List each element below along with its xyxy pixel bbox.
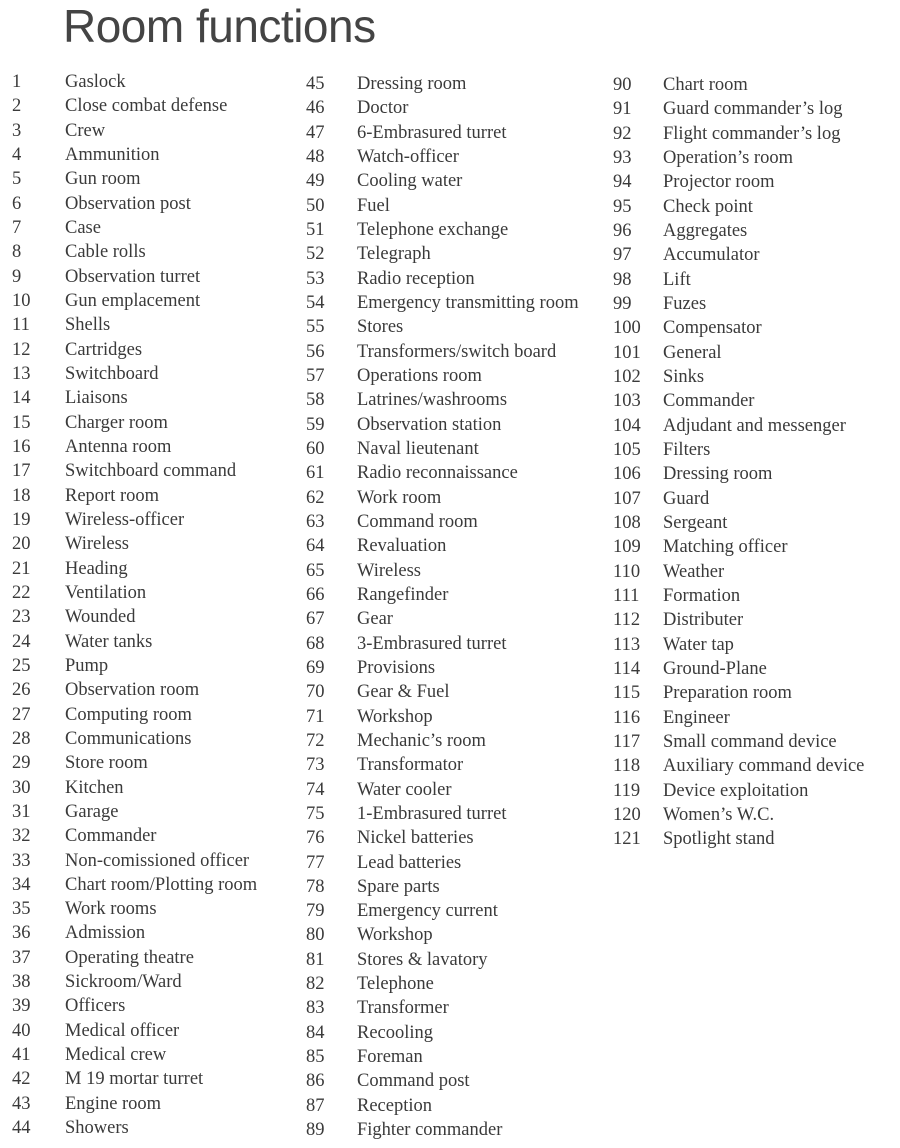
room-function-label: Charger room xyxy=(65,412,168,433)
room-number: 25 xyxy=(12,655,31,676)
room-function-label: Observation room xyxy=(65,680,200,701)
room-number: 44 xyxy=(12,1118,31,1139)
room-number: 23 xyxy=(12,607,31,628)
room-number: 77 xyxy=(306,852,325,873)
room-number: 96 xyxy=(613,220,632,241)
room-function-label: Filters xyxy=(663,439,711,460)
room-number: 24 xyxy=(12,631,31,652)
room-function-label: Pump xyxy=(65,655,109,676)
room-function-label: Cooling water xyxy=(357,171,463,192)
room-function-label: Case xyxy=(65,217,101,238)
room-function-label: Gun room xyxy=(65,169,141,190)
room-number: 50 xyxy=(306,195,325,216)
room-number: 62 xyxy=(306,487,325,508)
room-function-label: Wireless-officer xyxy=(65,509,185,530)
room-function-label: Operation’s room xyxy=(663,147,793,168)
room-number: 12 xyxy=(12,339,31,360)
room-number: 21 xyxy=(12,558,31,579)
room-function-label: Women’s W.C. xyxy=(663,804,775,825)
room-function-label: Dressing room xyxy=(663,464,773,485)
room-number: 100 xyxy=(613,318,641,339)
room-function-label: Mechanic’s room xyxy=(357,730,486,751)
room-function-label: Ventilation xyxy=(65,582,147,603)
room-number: 116 xyxy=(613,707,641,728)
room-function-label: Recooling xyxy=(357,1022,434,1043)
room-number: 67 xyxy=(306,609,325,630)
room-number: 103 xyxy=(613,391,641,412)
room-function-label: Switchboard command xyxy=(65,461,237,482)
room-number: 93 xyxy=(613,147,632,168)
room-function-label: Distributer xyxy=(663,610,744,631)
room-number: 17 xyxy=(12,461,31,482)
room-function-label: Garage xyxy=(65,801,119,822)
room-number: 54 xyxy=(306,292,325,313)
room-function-label: Cartridges xyxy=(65,339,143,360)
room-function-label: Radio reconnaissance xyxy=(357,463,518,484)
room-function-label: Operating theatre xyxy=(65,947,194,968)
room-number: 65 xyxy=(306,560,325,581)
room-function-label: Sinks xyxy=(663,366,705,387)
room-function-label: Workshop xyxy=(357,706,433,727)
room-function-label: Officers xyxy=(65,996,126,1017)
room-function-label: Liaisons xyxy=(65,388,128,409)
room-number: 37 xyxy=(12,947,31,968)
room-number: 104 xyxy=(613,415,641,436)
room-number: 16 xyxy=(12,436,31,457)
room-function-label: Transformers/switch board xyxy=(357,341,557,362)
room-function-label: Auxiliary command device xyxy=(663,756,865,777)
room-function-label: Reception xyxy=(357,1095,433,1116)
room-function-label: General xyxy=(663,342,722,363)
room-function-label: Small command device xyxy=(663,731,837,752)
room-number: 98 xyxy=(613,269,632,290)
room-number: 99 xyxy=(613,293,632,314)
room-function-label: Computing room xyxy=(65,704,192,725)
room-function-label: Report room xyxy=(65,485,160,506)
room-number: 89 xyxy=(306,1120,325,1141)
room-function-label: Revaluation xyxy=(357,536,447,557)
room-function-label: Preparation room xyxy=(663,683,792,704)
room-number: 59 xyxy=(306,414,325,435)
room-function-label: Spare parts xyxy=(357,876,440,897)
room-function-label: Foreman xyxy=(357,1047,423,1068)
room-function-label: Gear & Fuel xyxy=(357,682,450,703)
room-function-label: Watch-officer xyxy=(357,146,459,167)
room-function-label: Workshop xyxy=(357,925,433,946)
room-function-label: Water tap xyxy=(663,634,734,655)
room-number: 91 xyxy=(613,99,632,120)
room-number: 29 xyxy=(12,753,31,774)
room-number: 108 xyxy=(613,512,641,533)
room-function-label: Projector room xyxy=(663,172,775,193)
room-number: 106 xyxy=(613,464,641,485)
room-function-label: Guard commander’s log xyxy=(663,99,843,120)
room-function-label: Observation turret xyxy=(65,266,201,287)
room-number: 107 xyxy=(613,488,641,509)
room-number: 27 xyxy=(12,704,31,725)
room-number: 52 xyxy=(306,244,325,265)
room-function-label: Switchboard xyxy=(65,363,159,384)
room-function-label: M 19 mortar turret xyxy=(65,1069,204,1090)
room-function-label: Crew xyxy=(65,120,106,141)
room-function-label: Lead batteries xyxy=(357,852,462,873)
room-number: 61 xyxy=(306,463,325,484)
room-number: 70 xyxy=(306,682,325,703)
room-function-label: Engine room xyxy=(65,1093,162,1114)
room-function-label: Gaslock xyxy=(65,72,126,92)
room-number: 78 xyxy=(306,876,325,897)
room-function-label: Emergency transmitting room xyxy=(357,292,579,313)
room-number: 105 xyxy=(613,439,641,460)
room-number: 32 xyxy=(12,826,31,847)
room-function-label: Cable rolls xyxy=(65,242,146,263)
room-number: 6 xyxy=(12,193,22,214)
room-function-label: Wounded xyxy=(65,607,136,628)
room-function-label: Kitchen xyxy=(65,777,124,798)
room-number: 112 xyxy=(613,610,641,631)
room-function-label: Latrines/washrooms xyxy=(357,390,508,411)
room-number: 35 xyxy=(12,899,31,920)
room-function-label: Compensator xyxy=(663,318,762,339)
room-function-label: Sergeant xyxy=(663,512,728,533)
room-function-label: Sickroom/Ward xyxy=(65,972,182,993)
room-function-label: 3-Embrasured turret xyxy=(357,633,507,654)
room-function-label: Telephone xyxy=(357,974,434,995)
room-number: 42 xyxy=(12,1069,31,1090)
room-number: 94 xyxy=(613,172,632,193)
room-number: 71 xyxy=(306,706,325,727)
room-number: 86 xyxy=(306,1071,325,1092)
room-number: 115 xyxy=(613,683,641,704)
room-number: 74 xyxy=(306,779,325,800)
room-function-label: Chart room/Plotting room xyxy=(65,874,258,895)
room-function-label: Accumulator xyxy=(663,245,760,266)
room-number: 109 xyxy=(613,537,641,558)
room-function-label: Fighter commander xyxy=(357,1120,503,1141)
room-number: 72 xyxy=(306,730,325,751)
room-number: 117 xyxy=(613,731,641,752)
room-number: 90 xyxy=(613,75,632,95)
room-number: 9 xyxy=(12,266,22,287)
room-number: 63 xyxy=(306,511,325,532)
room-function-label: Antenna room xyxy=(65,436,172,457)
room-number: 110 xyxy=(613,561,641,582)
room-function-label: Non-comissioned officer xyxy=(65,850,250,871)
room-number: 3 xyxy=(12,120,22,141)
room-number: 113 xyxy=(613,634,641,655)
room-number: 49 xyxy=(306,171,325,192)
room-function-label: Observation station xyxy=(357,414,502,435)
room-number: 41 xyxy=(12,1045,31,1066)
room-number: 101 xyxy=(613,342,641,363)
room-function-label: Commander xyxy=(65,826,157,847)
room-function-label: Check point xyxy=(663,196,753,217)
room-function-label: Lift xyxy=(663,269,691,290)
room-number: 26 xyxy=(12,680,31,701)
room-number: 48 xyxy=(306,146,325,167)
room-function-label: Medical officer xyxy=(65,1020,180,1041)
room-function-label: Transformator xyxy=(357,755,464,776)
room-number: 38 xyxy=(12,972,31,993)
room-number: 80 xyxy=(306,925,325,946)
page-title: Room functions xyxy=(63,0,376,52)
room-function-label: Transformer xyxy=(357,998,449,1019)
room-function-label: Doctor xyxy=(357,98,409,119)
room-function-label: Formation xyxy=(663,585,741,606)
room-number: 13 xyxy=(12,363,31,384)
room-number: 7 xyxy=(12,217,22,238)
room-number: 114 xyxy=(613,658,641,679)
room-number: 83 xyxy=(306,998,325,1019)
room-function-label: Naval lieutenant xyxy=(357,438,479,459)
room-number: 120 xyxy=(613,804,641,825)
room-number: 5 xyxy=(12,169,22,190)
room-number: 87 xyxy=(306,1095,325,1116)
room-number: 53 xyxy=(306,268,325,289)
room-function-label: Adjudant and messenger xyxy=(663,415,846,436)
room-function-label: Medical crew xyxy=(65,1045,167,1066)
room-number: 79 xyxy=(306,901,325,922)
room-number: 102 xyxy=(613,366,641,387)
room-function-label: Gear xyxy=(357,609,393,630)
room-number: 31 xyxy=(12,801,31,822)
room-number: 84 xyxy=(306,1022,325,1043)
room-number: 22 xyxy=(12,582,31,603)
room-function-label: Fuzes xyxy=(663,293,707,314)
room-number: 1 xyxy=(12,72,22,92)
room-number: 92 xyxy=(613,123,632,144)
room-number: 66 xyxy=(306,584,325,605)
room-number: 81 xyxy=(306,949,325,970)
room-number: 111 xyxy=(613,585,640,606)
room-function-label: Emergency current xyxy=(357,901,498,922)
room-number: 58 xyxy=(306,390,325,411)
room-function-label: Guard xyxy=(663,488,710,509)
room-function-label: Operations room xyxy=(357,365,482,386)
room-function-label: Nickel batteries xyxy=(357,828,474,849)
room-function-label: Ammunition xyxy=(65,144,160,165)
room-number: 20 xyxy=(12,534,31,555)
room-number: 121 xyxy=(613,829,641,850)
room-function-label: Chart room xyxy=(663,75,748,95)
room-function-label: Commander xyxy=(663,391,755,412)
room-number: 85 xyxy=(306,1047,325,1068)
room-function-label: Close combat defense xyxy=(65,96,228,117)
room-function-label: Dressing room xyxy=(357,74,467,94)
room-function-label: Store room xyxy=(65,753,148,774)
room-number: 36 xyxy=(12,923,31,944)
room-number: 8 xyxy=(12,242,22,263)
room-function-label: Heading xyxy=(65,558,128,579)
room-number: 11 xyxy=(12,315,30,336)
room-number: 55 xyxy=(306,317,325,338)
room-function-label: Telephone exchange xyxy=(357,219,509,240)
room-number: 57 xyxy=(306,365,325,386)
room-number: 118 xyxy=(613,756,641,777)
room-function-label: Command post xyxy=(357,1071,470,1092)
room-function-label: Device exploitation xyxy=(663,780,809,801)
room-function-label: Shells xyxy=(65,315,111,336)
room-number: 15 xyxy=(12,412,31,433)
room-function-label: Matching officer xyxy=(663,537,788,558)
room-number: 34 xyxy=(12,874,31,895)
room-number: 64 xyxy=(306,536,325,557)
room-number: 39 xyxy=(12,996,31,1017)
room-function-label: Communications xyxy=(65,728,192,749)
room-function-label: Admission xyxy=(65,923,146,944)
room-number: 69 xyxy=(306,657,325,678)
room-number: 4 xyxy=(12,144,22,165)
room-function-label: Command room xyxy=(357,511,478,532)
room-number: 10 xyxy=(12,290,31,311)
room-number: 82 xyxy=(306,974,325,995)
room-function-label: Radio reception xyxy=(357,268,475,289)
room-function-label: 1-Embrasured turret xyxy=(357,803,507,824)
room-number: 28 xyxy=(12,728,31,749)
room-function-label: Provisions xyxy=(357,657,436,678)
room-number: 95 xyxy=(613,196,632,217)
room-function-label: Work room xyxy=(357,487,442,508)
room-function-label: Spotlight stand xyxy=(663,829,775,850)
room-function-label: Water cooler xyxy=(357,779,452,800)
room-function-label: Rangefinder xyxy=(357,584,449,605)
room-function-label: Stores xyxy=(357,317,404,338)
room-function-label: Gun emplacement xyxy=(65,290,201,311)
room-number: 73 xyxy=(306,755,325,776)
room-function-label: Telegraph xyxy=(357,244,431,265)
room-number: 19 xyxy=(12,509,31,530)
room-function-label: Observation post xyxy=(65,193,191,214)
room-function-label: Wireless xyxy=(357,560,421,581)
room-function-label: Aggregates xyxy=(663,220,748,241)
room-function-label: Flight commander’s log xyxy=(663,123,841,144)
room-function-label: Fuel xyxy=(357,195,390,216)
room-number: 18 xyxy=(12,485,31,506)
room-number: 43 xyxy=(12,1093,31,1114)
room-function-label: Wireless xyxy=(65,534,129,555)
room-number: 97 xyxy=(613,245,632,266)
room-number: 40 xyxy=(12,1020,31,1041)
room-number: 14 xyxy=(12,388,31,409)
room-number: 45 xyxy=(306,74,325,94)
room-number: 47 xyxy=(306,122,325,143)
room-number: 60 xyxy=(306,438,325,459)
room-number: 46 xyxy=(306,98,325,119)
room-number: 2 xyxy=(12,96,22,117)
room-number: 51 xyxy=(306,219,325,240)
room-function-label: 6-Embrasured turret xyxy=(357,122,507,143)
room-function-label: Water tanks xyxy=(65,631,153,652)
room-function-label: Engineer xyxy=(663,707,730,728)
room-number: 33 xyxy=(12,850,31,871)
room-number: 119 xyxy=(613,780,641,801)
room-function-label: Showers xyxy=(65,1118,129,1139)
room-number: 75 xyxy=(306,803,325,824)
room-number: 76 xyxy=(306,828,325,849)
room-number: 30 xyxy=(12,777,31,798)
room-function-label: Ground-Plane xyxy=(663,658,767,679)
room-number: 68 xyxy=(306,633,325,654)
room-number: 56 xyxy=(306,341,325,362)
room-function-label: Work rooms xyxy=(65,899,157,920)
room-function-label: Stores & lavatory xyxy=(357,949,488,970)
room-function-label: Weather xyxy=(663,561,725,582)
